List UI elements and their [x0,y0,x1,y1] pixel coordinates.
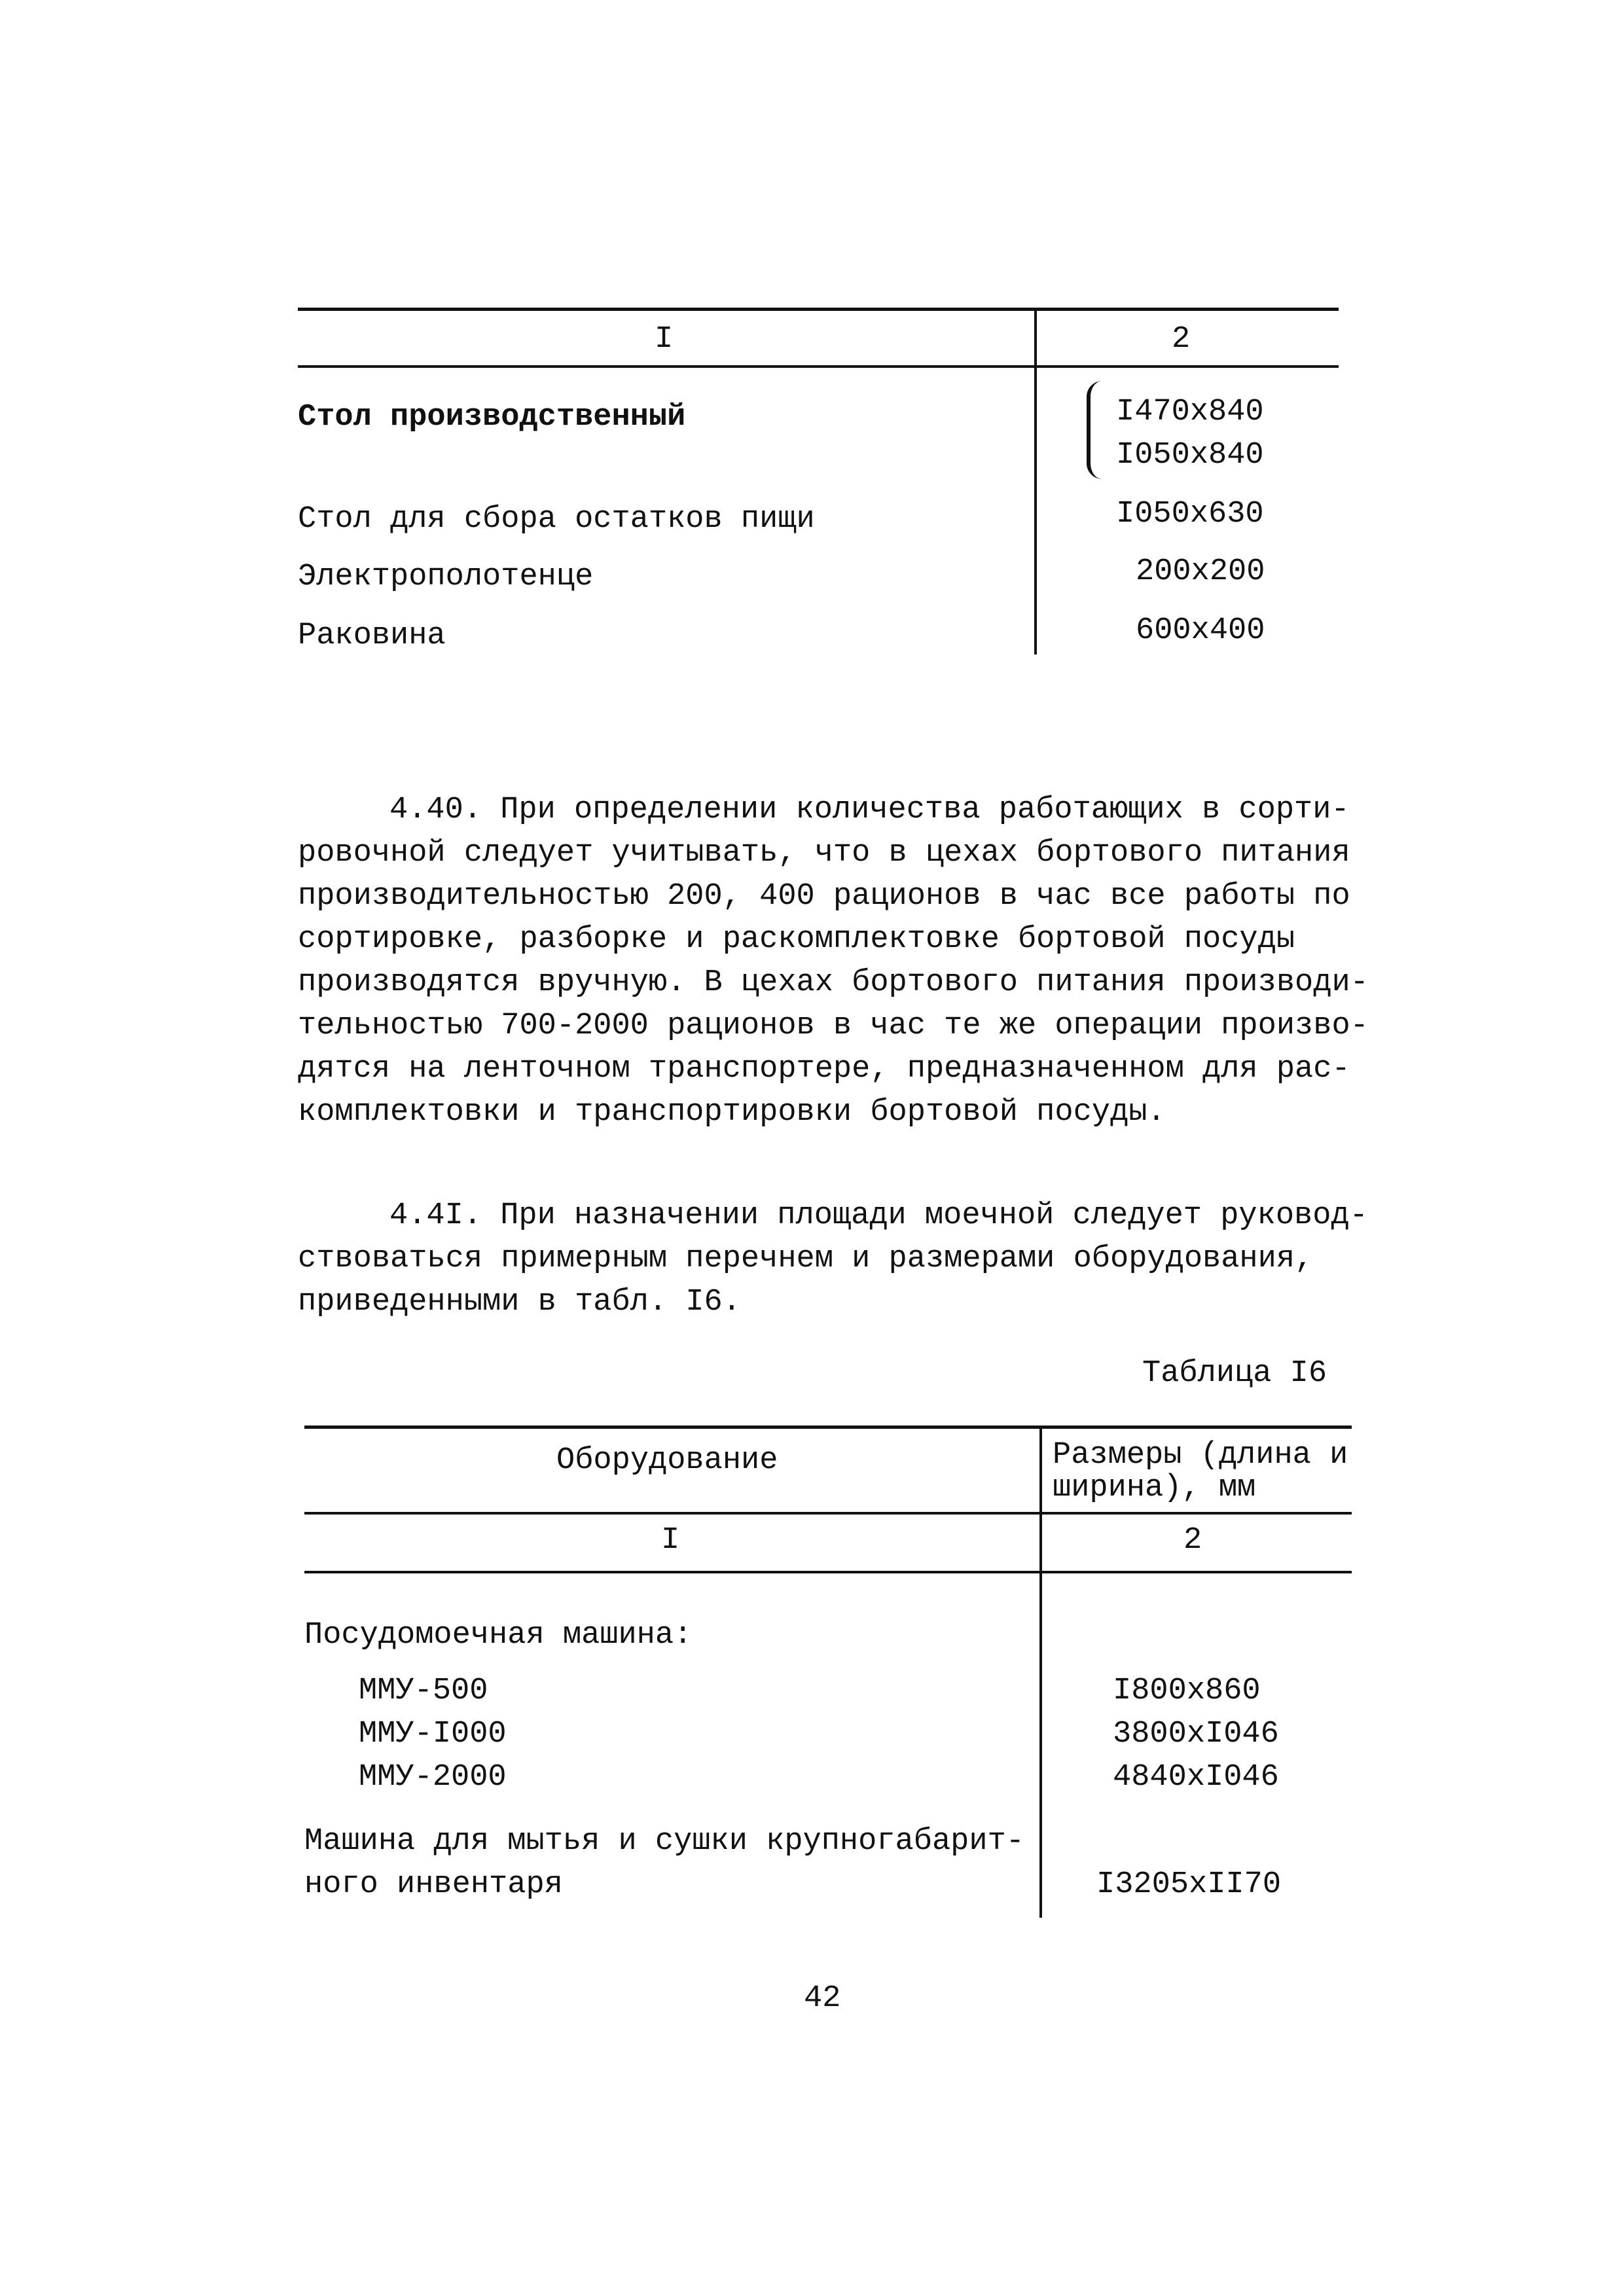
top-table-rule-top [298,308,1339,311]
table16-number-col1: I [661,1523,680,1558]
table16-column-divider [1039,1426,1042,1918]
table16-number-col2: 2 [1183,1523,1202,1558]
table-row-name: Машина для мытья и сушки крупногабарит- [304,1824,1024,1859]
table-row-size: 4840хI046 [1113,1760,1279,1795]
paragraph-line: ствоваться примерным перечнем и размерами оборудования, [298,1242,1314,1276]
table-row-name: ММУ-500 [359,1674,488,1708]
top-table-header-col2: 2 [1172,322,1191,357]
table-row-name: Стол производственный [298,400,686,435]
top-table-column-divider [1034,308,1037,655]
table16-rule-header [304,1512,1352,1515]
table-row-name: Электрополотенце [298,560,594,594]
paragraph-line: дятся на ленточном транспортере, предназначенном для рас- [298,1052,1350,1086]
paragraph-line: 4.40. При определении количества работающих в сорти- [389,793,1350,827]
paragraph-4-40 [298,789,1369,1134]
table-row-name: Стол для сбора остатков пищи [298,502,815,537]
paragraph-line: комплектовки и транспортировки бортовой посуды. [298,1095,1166,1130]
paragraph-line: сортировке, разборке и раскомплектовке бортовой посуды [298,922,1295,957]
table-row-name-cont: ного инвентаря [304,1867,563,1902]
table16-header-size-line1: Размеры (длина и [1053,1438,1348,1473]
table-row-name: Раковина [298,619,446,653]
table16-header-equipment: Оборудование [556,1443,778,1478]
table16-rule-top [304,1426,1352,1429]
table16-rule-numbers [304,1571,1352,1573]
table-row-size: I050х630 [1116,497,1264,531]
top-table-header-col1: I [655,322,674,357]
paragraph-4-41 [298,1194,1368,1324]
paragraph-line: ровочной следует учитывать, что в цехах бортового питания [298,836,1350,870]
table-caption: Таблица I6 [1142,1356,1327,1391]
top-table-rule-header [298,365,1339,368]
paragraph-line: производительностью 200, 400 рационов в час все работы по [298,879,1350,914]
table16-group-title: Посудомоечная машина: [304,1618,693,1653]
paragraph-line: 4.4I. При назначении площади моечной следует руковод- [389,1198,1368,1233]
page-number: 42 [804,1981,841,2016]
paragraph-line: приведенными в табл. I6. [298,1285,741,1319]
table-row-size: I800х860 [1113,1674,1261,1708]
table-row-size: I470х840 [1116,395,1264,429]
table-row-name: ММУ-I000 [359,1717,507,1751]
table-row-name: ММУ-2000 [359,1760,507,1795]
table-row-size: 3800хI046 [1113,1717,1279,1751]
brace-icon [1087,381,1102,479]
table-row-size: 600х400 [1136,613,1265,648]
table16-header-size-line2: ширина), мм [1053,1471,1256,1505]
table-row-size: 200х200 [1136,554,1265,589]
paragraph-line: тельностью 700-2000 рационов в час те же операции произво- [298,1009,1369,1043]
table-row-size: I050х840 [1116,438,1264,473]
table-row-size: I3205хII70 [1096,1867,1282,1902]
paragraph-line: производятся вручную. В цехах бортового питания производи- [298,965,1369,1000]
